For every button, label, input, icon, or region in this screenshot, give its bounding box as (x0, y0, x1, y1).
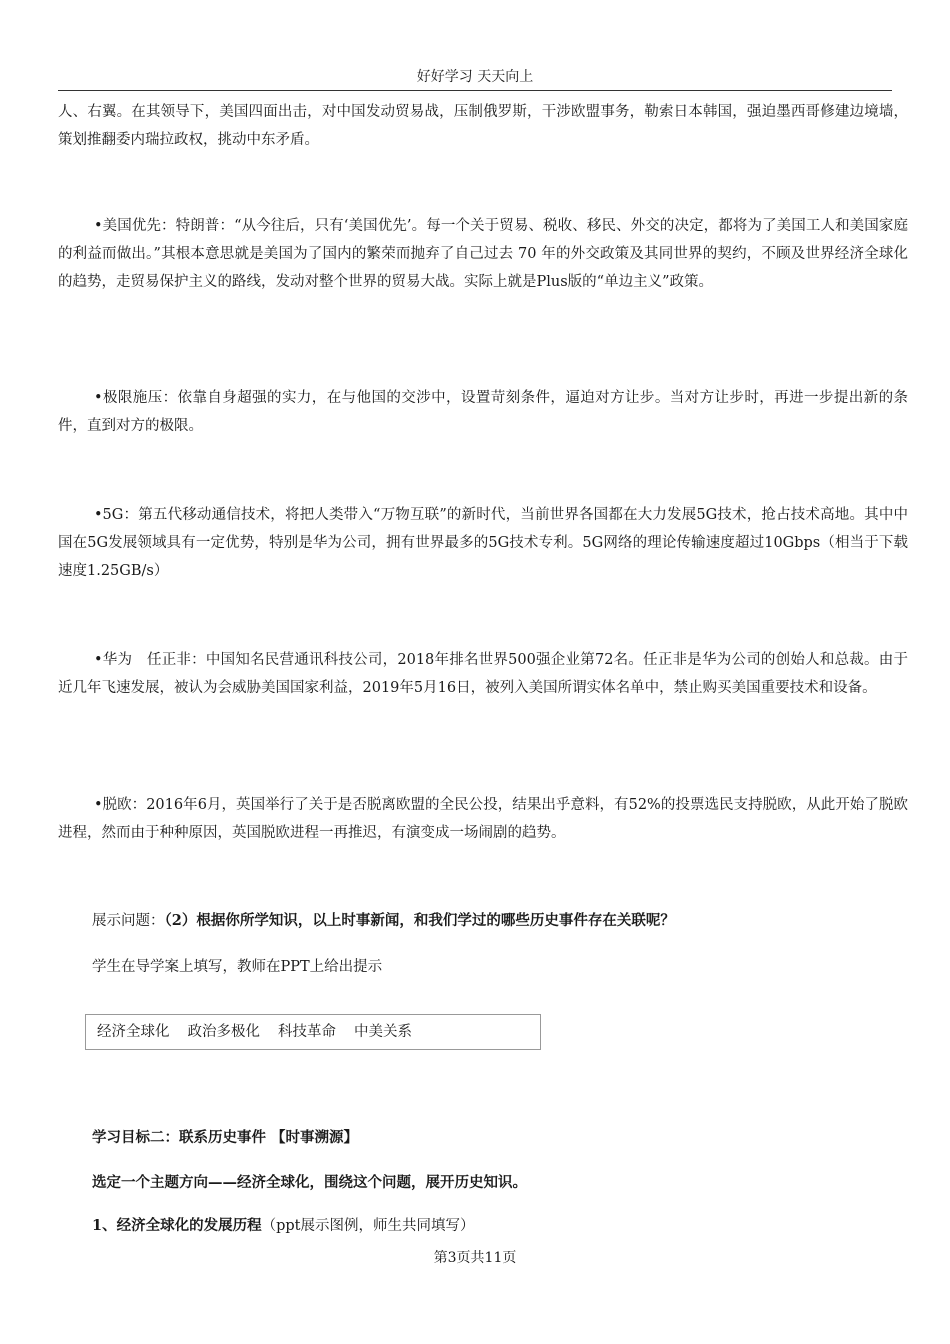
page-footer: 第3页共11页 (433, 1250, 517, 1266)
keyword-sino-us-relations: 中美关系 (354, 1024, 412, 1040)
page-header: 好好学习 天天向上 (58, 66, 892, 91)
goal-topic: 选定一个主题方向——经济全球化，围绕这个问题，展开历史知识。 (92, 1174, 527, 1191)
keyword-box (85, 1014, 541, 1050)
question-prefix: 展示问题： (92, 913, 165, 929)
paragraph-continuation: 人、右翼。在其领导下，美国四面出击，对中国发动贸易战，压制俄罗斯，干涉欧盟事务，勒索日本韩国，强迫墨西哥修建边境墙，策划推翻委内瑞拉政权，挑动中东矛盾。 (58, 104, 908, 148)
goal-title: 学习目标二：联系历史事件 【时事溯源】 (92, 1129, 359, 1146)
goal-item-1-title: 1、经济全球化的发展历程 (92, 1217, 262, 1234)
goal-item-1-note: （ppt展示图例，师生共同填写） (261, 1218, 475, 1234)
paragraph-huawei: •华为 任正非：中国知名民营通讯科技公司，2018年排名世界500强企业第72名。任正非是华为公司的创始人和总裁。由于近几年飞速发展，被认为会威胁美国国家利益，2019年5月16日，被列入美国所谓实体名单中，禁止购买美国重要技术和设备。 (58, 652, 908, 696)
paragraph-maximum-pressure: •极限施压：依靠自身超强的实力，在与他国的交涉中，设置苛刻条件，逼迫对方让步。当对方让步时，再进一步提出新的条件，直到对方的极限。 (58, 390, 908, 434)
paragraph-america-first: •美国优先：特朗普：“从今往后，只有‘美国优先’。每一个关于贸易、税收、移民、外交的决定，都将为了美国工人和美国家庭的利益而做出。”其根本意思就是美国为了国内的繁荣而抛弃了自己过去 70 年的外交政策及其同世界的契约，不顾及世界经济全球化的趋势，走贸易保护主义的路线，发动对整个世界的贸易大战。实际上就是Plus版的“单边主义”政策。 (58, 218, 908, 290)
hint-line: 学生在导学案上填写，教师在PPT上给出提示 (92, 959, 383, 975)
keyword-tech-revolution: 科技革命 (278, 1024, 336, 1040)
question-text: （2）根据你所学知识，以上时事新闻，和我们学过的哪些历史事件存在关联呢？ (164, 912, 675, 929)
question-line (92, 910, 675, 932)
keyword-political-multipolarization: 政治多极化 (187, 1024, 260, 1040)
goal-item-1 (92, 1215, 474, 1237)
paragraph-brexit: •脱欧：2016年6月，英国举行了关于是否脱离欧盟的全民公投，结果出乎意料，有52%的投票选民支持脱欧，从此开始了脱欧进程，然而由于种种原因，英国脱欧进程一再推迟，有演变成一场闹剧的趋势。 (58, 797, 908, 841)
keyword-economic-globalization: 经济全球化 (97, 1024, 170, 1040)
paragraph-5g: •5G：第五代移动通信技术，将把人类带入“万物互联”的新时代，当前世界各国都在大力发展5G技术，抢占技术高地。其中中国在5G发展领域具有一定优势，特别是华为公司，拥有世界最多的5G技术专利。5G网络的理论传输速度超过10Gbps（相当于下载速度1.25GB/s） (58, 507, 908, 579)
